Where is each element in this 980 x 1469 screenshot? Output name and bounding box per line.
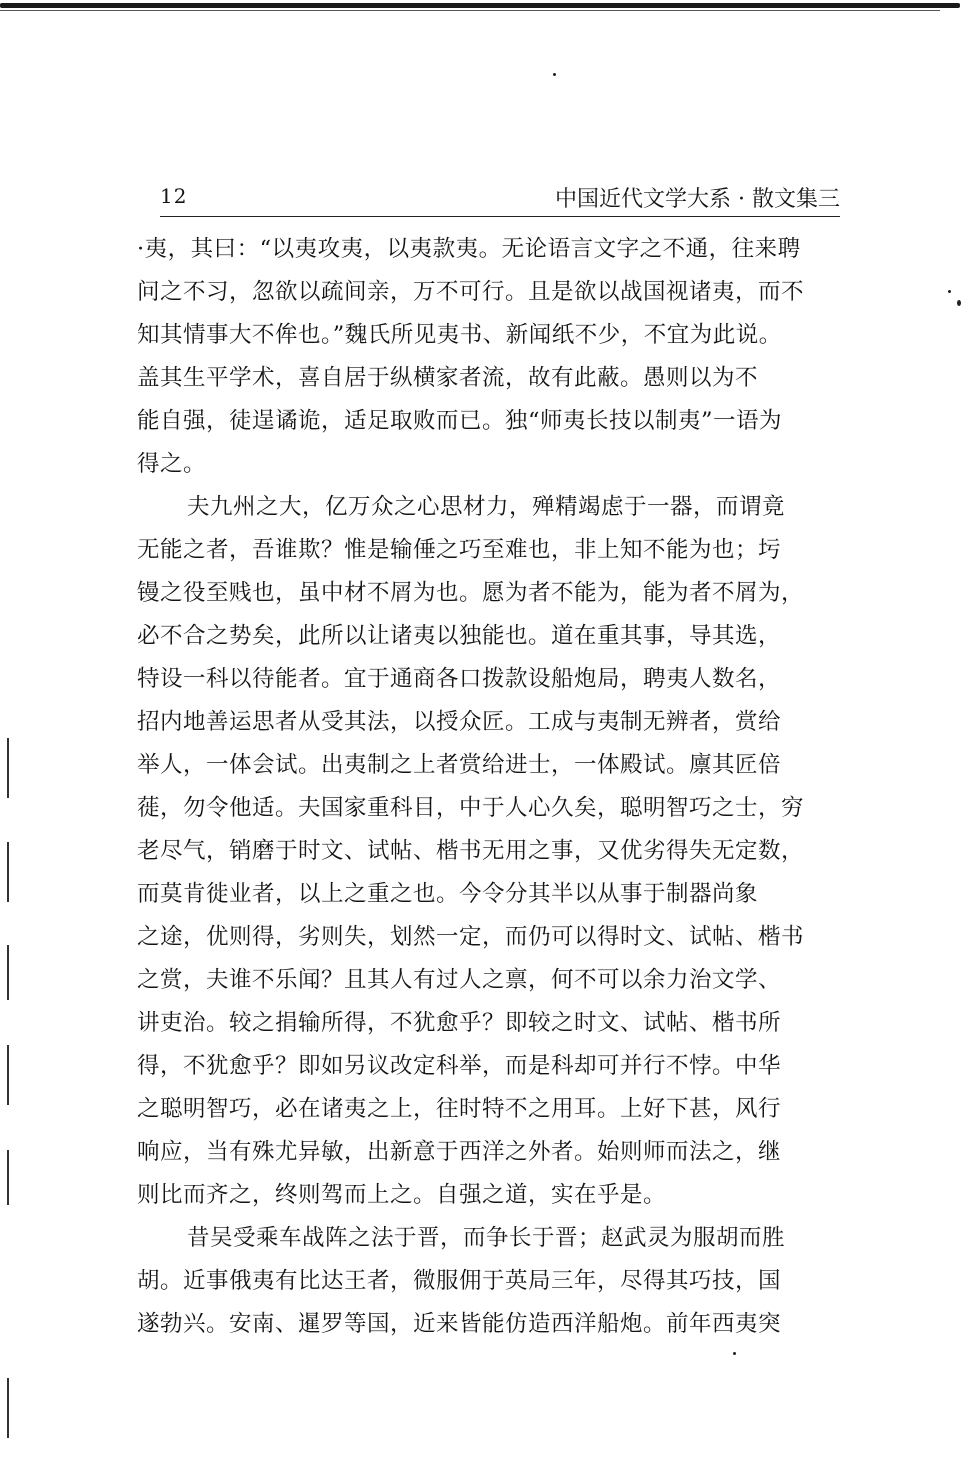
text-line: 招内地善运思者从受其法，以授众匠。工成与夷制无辨者，赏给	[137, 709, 782, 735]
text-line: 之聪明智巧，必在诸夷之上，往时特不之用耳。上好下甚，风行	[137, 1096, 782, 1122]
text-line: 遂勃兴。安南、暹罗等国，近来皆能仿造西洋船炮。前年西夷突	[137, 1311, 782, 1337]
page-number: 12	[160, 184, 188, 208]
text-line: 无能之者，吾谁欺？惟是输倕之巧至难也，非上知不能为也；圬	[137, 537, 782, 563]
running-header	[160, 182, 840, 217]
paragraph	[137, 1217, 841, 1346]
text-line: 特设一科以待能者。宜于通商各口拨款设船炮局，聘夷人数名，	[137, 666, 782, 692]
scan-speck	[957, 300, 961, 306]
top-border-thin-rule	[0, 10, 940, 11]
running-title: 中国近代文学大系 · 散文集三	[555, 187, 840, 212]
text-line: 而莫肯徙业者，以上之重之也。今令分其半以从事于制器尚象	[137, 881, 759, 907]
text-line: 能自强，徒逞谲诡，适足取败而已。独“师夷长技以制夷”一语为	[137, 408, 783, 434]
text-line: ·夷，其曰：“以夷攻夷，以夷款夷。无论语言文字之不通，往来聘	[137, 236, 801, 262]
text-line: 必不合之势矣，此所以让诸夷以独能也。道在重其事，导其选，	[137, 623, 782, 649]
scan-margin-mark	[7, 1150, 9, 1205]
text-line: 得，不犹愈乎？即如另议改定科举，而是科却可并行不悖。中华	[137, 1053, 782, 1079]
text-line: 昔吴受乘车战阵之法于晋，而争长于晋；赵武灵为服胡而胜	[187, 1225, 786, 1251]
paragraph	[137, 486, 841, 1217]
body-text	[137, 228, 841, 1346]
text-line: 胡。近事俄夷有比达王者，微服佣于英局三年，尽得其巧技，国	[137, 1268, 782, 1294]
paragraph	[137, 228, 841, 486]
text-line: 举人，一体会试。出夷制之上者赏给进士，一体殿试。廪其匠倍	[137, 752, 782, 778]
top-border-rule	[0, 3, 960, 8]
text-line: 知其情事大不侔也。”魏氏所见夷书、新闻纸不少，不宜为此说。	[137, 322, 782, 348]
text-line: 盖其生平学术，喜自居于纵横家者流，故有此蔽。愚则以为不	[137, 365, 759, 391]
text-line: 镘之役至贱也，虽中材不屑为也。愿为者不能为，能为者不屑为，	[137, 580, 805, 606]
text-line: 讲吏治。较之捐输所得，不犹愈乎？即较之时文、试帖、楷书所	[137, 1010, 782, 1036]
scan-margin-mark	[7, 1378, 9, 1438]
text-line: 之途，优则得，劣则失，划然一定，而仍可以得时文、试帖、楷书	[137, 924, 805, 950]
scan-margin-mark	[7, 1045, 9, 1105]
text-line: 问之不习，忽欲以疏间亲，万不可行。且是欲以战国视诸夷，而不	[137, 279, 805, 305]
text-line: 则比而齐之，终则驾而上之。自强之道，实在乎是。	[137, 1182, 667, 1208]
scan-margin-mark	[7, 945, 9, 1000]
scan-margin-mark	[7, 738, 9, 798]
text-line: 夫九州之大，亿万众之心思材力，殚精竭虑于一器，而谓竟	[187, 494, 786, 520]
text-line: 蓰，勿令他适。夫国家重科目，中于人心久矣，聪明智巧之士，穷	[137, 795, 805, 821]
scan-speck	[733, 1352, 736, 1355]
text-line: 老尽气，销磨于时文、试帖、楷书无用之事，又优劣得失无定数，	[137, 838, 805, 864]
scan-margin-mark	[7, 842, 9, 902]
scan-speck	[553, 73, 556, 76]
text-line: 得之。	[137, 451, 207, 477]
scan-speck	[948, 290, 951, 293]
text-line: 之赏，夫谁不乐闻？且其人有过人之禀，何不可以余力治文学、	[137, 967, 782, 993]
text-line: 响应，当有殊尤异敏，出新意于西洋之外者。始则师而法之，继	[137, 1139, 782, 1165]
